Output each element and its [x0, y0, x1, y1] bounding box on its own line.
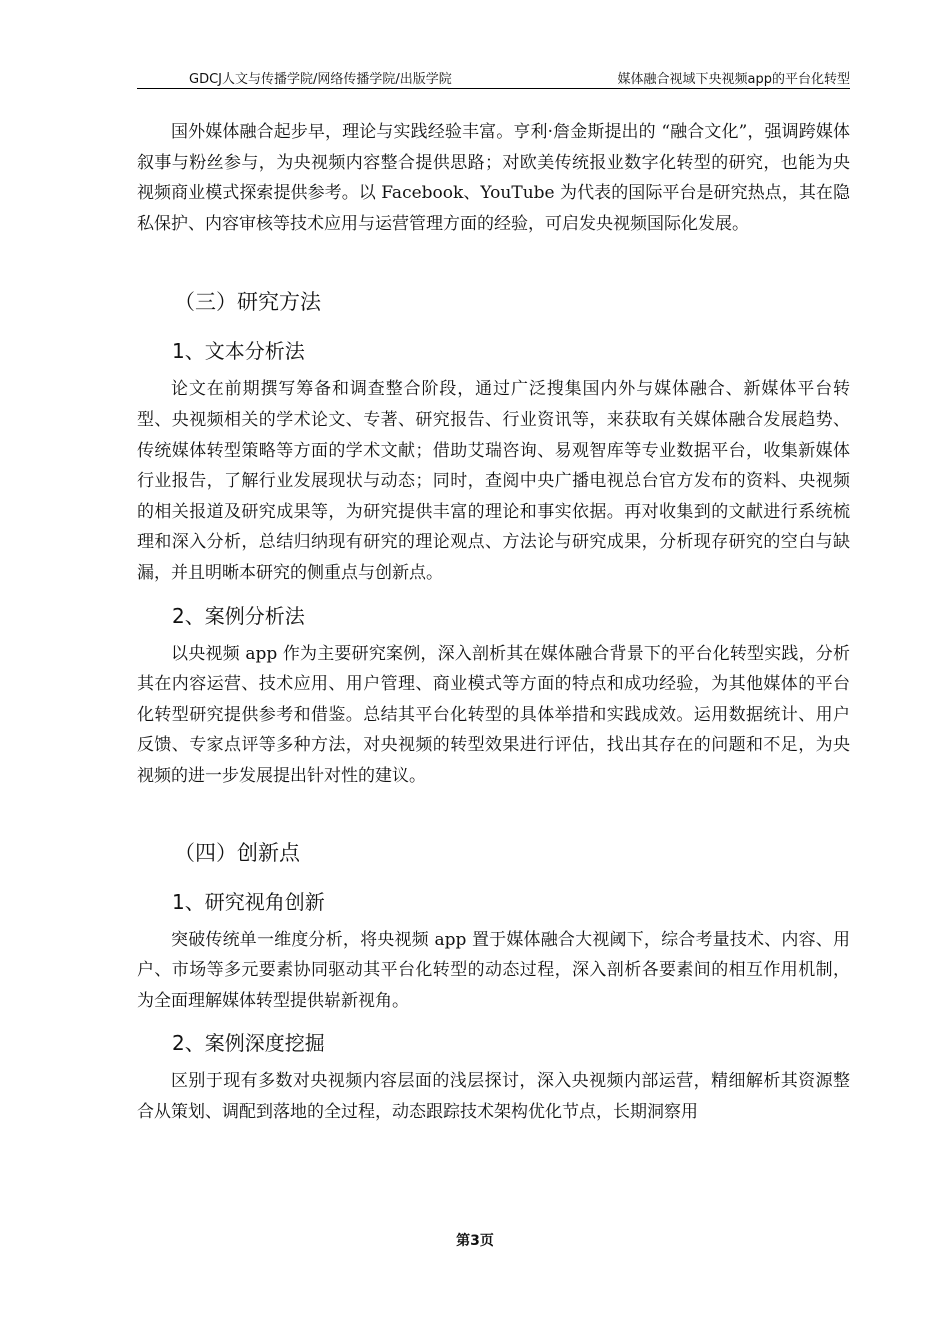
method-case-analysis-heading: 2、案例分析法	[172, 603, 305, 628]
page-header	[137, 66, 850, 89]
page-number: 第3页	[456, 1233, 494, 1249]
innovation-case-depth-paragraph: 区别于现有多数对央视频内容层面的浅层探讨，深入央视频内部运营，精细解析其资源整合从策划、调配到落地的全过程，动态跟踪技术架构优化节点，长期洞察用	[137, 1071, 850, 1122]
page-body	[137, 117, 850, 1127]
section-innovation-heading: （四）创新点	[174, 840, 300, 865]
section-research-methods-heading: （三）研究方法	[174, 290, 321, 315]
innovation-perspective-heading: 1、研究视角创新	[172, 889, 325, 914]
intro-paragraph: 国外媒体融合起步早，理论与实践经验丰富。亨利·詹金斯提出的 “融合文化”，强调跨媒体叙事与粉丝参与，为央视频内容整合提供思路；对欧美传统报业数字化转型的研究，也能为央视频商业模式探索提供参考。以 Facebook、YouTube 为代表的国际平台是研究热点，其在隐私保护、内容审核等技术应用与运营管理方面的经验，可启发央视频国际化发展。	[137, 122, 850, 234]
header-institution: GDCJ人文与传播学院/网络传播学院/出版学院	[189, 72, 452, 87]
method-text-analysis-heading: 1、文本分析法	[172, 339, 305, 364]
header-paper-title: 媒体融合视域下央视频app的平台化转型	[617, 72, 850, 87]
innovation-case-depth-heading: 2、案例深度挖掘	[172, 1031, 325, 1056]
method-text-analysis-paragraph: 论文在前期撰写筹备和调查整合阶段，通过广泛搜集国内外与媒体融合、新媒体平台转型、央视频相关的学术论文、专著、研究报告、行业资讯等，来获取有关媒体融合发展趋势、传统媒体转型策略等方面的学术文献；借助艾瑞咨询、易观智库等专业数据平台，收集新媒体行业报告，了解行业发展现状与动态；同时，查阅中央广播电视总台官方发布的资料、央视频的相关报道及研究成果等，为研究提供丰富的理论和事实依据。再对收集到的文献进行系统梳理和深入分析，总结归纳现有研究的理论观点、方法论与研究成果，分析现存研究的空白与缺漏，并且明晰本研究的侧重点与创新点。	[137, 379, 850, 583]
innovation-perspective-paragraph: 突破传统单一维度分析，将央视频 app 置于媒体融合大视阈下，综合考量技术、内容、用户、市场等多元要素协同驱动其平台化转型的动态过程，深入剖析各要素间的相互作用机制，为全面理解媒体转型提供崭新视角。	[137, 929, 850, 1011]
method-case-analysis-paragraph: 以央视频 app 作为主要研究案例，深入剖析其在媒体融合背景下的平台化转型实践，分析其在内容运营、技术应用、用户管理、商业模式等方面的特点和成功经验，为其他媒体的平台化转型研究提供参考和借鉴。总结其平台化转型的具体举措和实践成效。运用数据统计、用户反馈、专家点评等多种方法，对央视频的转型效果进行评估，找出其存在的问题和不足，为央视频的进一步发展提出针对性的建议。	[137, 643, 850, 786]
